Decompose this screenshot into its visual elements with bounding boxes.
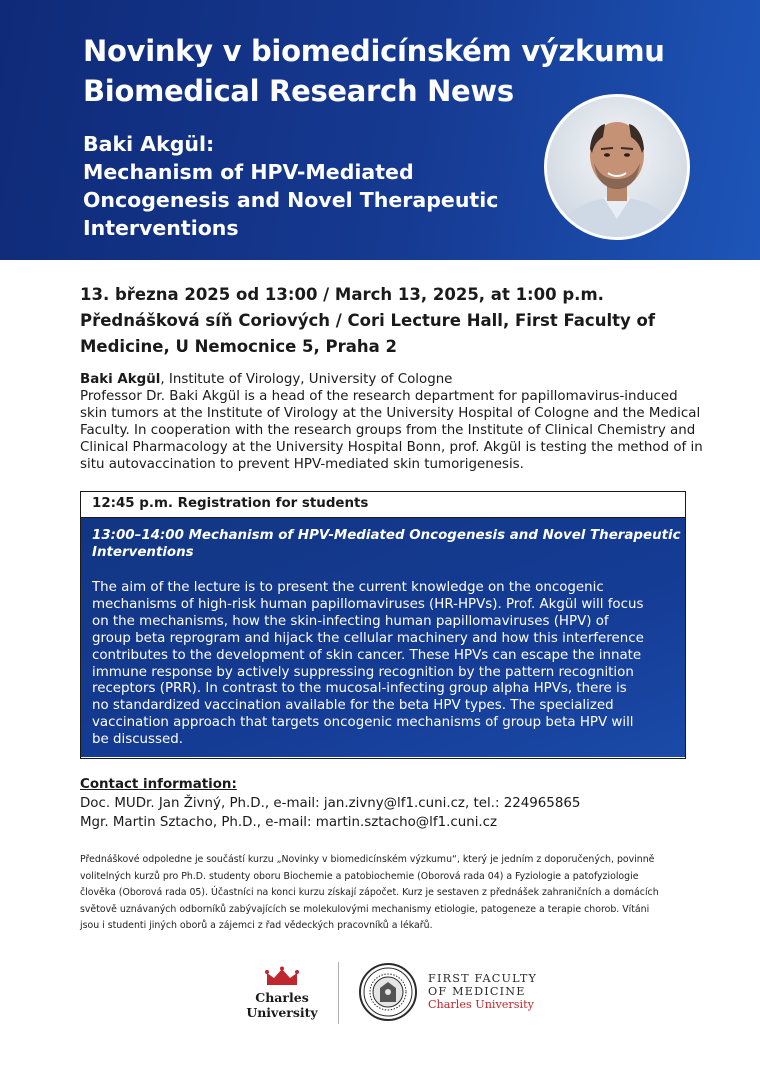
speaker-bio xyxy=(80,372,703,473)
course-note xyxy=(80,852,690,935)
event-details xyxy=(80,282,700,360)
title-czech: Novinky v biomedicínském výzkumu xyxy=(83,34,665,68)
cu-name-line: University xyxy=(246,1005,318,1020)
bio-line: situ autovaccination to prevent HPV-mediated skin tumorigenesis. xyxy=(80,456,524,472)
talk-title-line: Interventions xyxy=(92,545,194,560)
bio-first-line xyxy=(80,372,686,389)
faculty-name-line: OF MEDICINE xyxy=(428,985,526,998)
lecture-heading-line: Oncogenesis and Novel Therapeutic xyxy=(83,188,499,212)
logo-divider xyxy=(338,962,339,1024)
speaker-portrait xyxy=(544,94,690,240)
bio-line: skin tumors at the Institute of Virology at the University Hospital of Cologne and the Medical xyxy=(80,405,701,421)
bio-line: Professor Dr. Baki Akgül is a head of the research department for papillomavirus-induced xyxy=(80,388,678,404)
charles-university-logo xyxy=(243,966,321,1020)
lecture-heading xyxy=(83,130,533,242)
contact-line: Doc. MUDr. Jan Živný, Ph.D., e-mail: jan.zivny@lf1.cuni.cz, tel.: 224965865 xyxy=(80,796,581,811)
title-english: Biomedical Research News xyxy=(83,74,514,108)
abstract-line: no standardized vaccination available for the beta HPV types. The specialized xyxy=(92,698,614,714)
event-date: 13. března 2025 od 13:00 / March 13, 2025, at 1:00 p.m. xyxy=(80,285,604,304)
course-note-line: člověka (Oborová rada 05). Účastníci na konci kurzu získají zápočet. Kurz je sestaven z přednášek zahraničních a domácích xyxy=(80,887,659,899)
cu-name-line: Charles xyxy=(255,990,309,1005)
crown-icon xyxy=(265,966,299,986)
abstract-line: immune response by actively suppressing recognition by the pattern recognition xyxy=(92,664,634,680)
registration-time: 12:45 p.m. Registration for students xyxy=(81,492,685,518)
bio-affiliation: , Institute of Virology, University of Cologne xyxy=(160,372,453,387)
faculty-wordmark xyxy=(428,972,537,1012)
bio-name: Baki Akgül xyxy=(80,372,161,387)
abstract-line: mechanisms of high-risk human papillomaviruses (HR-HPVs). Prof. Akgül will focus xyxy=(92,596,644,612)
program-box xyxy=(80,491,686,759)
abstract-line: receptors (PRR). In contrast to the mucosal-infecting group alpha HPVs, there is xyxy=(92,681,627,697)
lecture-heading-line: Mechanism of HPV-Mediated xyxy=(83,160,414,184)
abstract-line: contributes to the development of skin cancer. These HPVs can escape the innate xyxy=(92,647,642,663)
speaker-portrait-image xyxy=(547,97,687,237)
abstract-line: be discussed. xyxy=(92,732,183,748)
contact-information xyxy=(80,775,686,832)
lecture-heading-line: Interventions xyxy=(83,216,239,240)
event-venue-line: Medicine, U Nemocnice 5, Praha 2 xyxy=(80,337,397,356)
contact-heading: Contact information: xyxy=(80,777,237,792)
faculty-seal-icon xyxy=(358,962,418,1022)
course-note-line: jsou i studenti jiných oborů a zájemci z řad vědeckých pracovníků a lékařů. xyxy=(80,920,433,932)
course-note-line: světově uznávaných odborníků zabývajících se molekulovými mechanismy etiologie, patogeneze a terapie chorob. Vítáni xyxy=(80,903,650,915)
logo-bar xyxy=(0,960,760,1030)
talk-title-line: 13:00–14:00 Mechanism of HPV-Mediated Oncogenesis and Novel Therapeutic xyxy=(92,528,681,543)
abstract-line: on the mechanisms, how the skin-infecting human papillomaviruses (HPV) of xyxy=(92,613,609,629)
abstract-line: The aim of the lecture is to present the current knowledge on the oncogenic xyxy=(92,580,604,595)
talk-title xyxy=(92,527,681,561)
abstract-line: group beta reprogram and hijack the cellular machinery and how this interference xyxy=(92,630,644,646)
faculty-name-line: FIRST FACULTY xyxy=(428,972,538,985)
abstract-text xyxy=(92,580,674,749)
bio-line: Faculty. In cooperation with the research groups from the Institute of Clinical Chemistry and xyxy=(80,422,696,438)
bio-line: Clinical Pharmacology at the University Hospital Bonn, prof. Akgül is testing the method of in xyxy=(80,439,703,455)
lecture-heading-line: Baki Akgül: xyxy=(83,132,215,156)
contact-line: Mgr. Martin Sztacho, Ph.D., e-mail: martin.sztacho@lf1.cuni.cz xyxy=(80,815,498,830)
lecture-abstract-panel xyxy=(81,518,685,757)
event-venue-line: Přednášková síň Coriových / Cori Lecture Hall, First Faculty of xyxy=(80,311,656,330)
course-note-line: volitelných kurzů pro Ph.D. studenty oboru Biochemie a patobiochemie (Oborová rada 04) a Fyziologie a patofyziologie xyxy=(80,870,639,882)
header-banner xyxy=(0,0,760,260)
faculty-university-line: Charles University xyxy=(428,998,534,1011)
course-note-line: Přednáškové odpoledne je součástí kurzu „Novinky v biomedicínském výzkumu“, který je jedním z doporučených, povinně xyxy=(80,854,655,865)
abstract-line: vaccination approach that targets oncogenic mechanisms of group beta HPV will xyxy=(92,715,634,731)
